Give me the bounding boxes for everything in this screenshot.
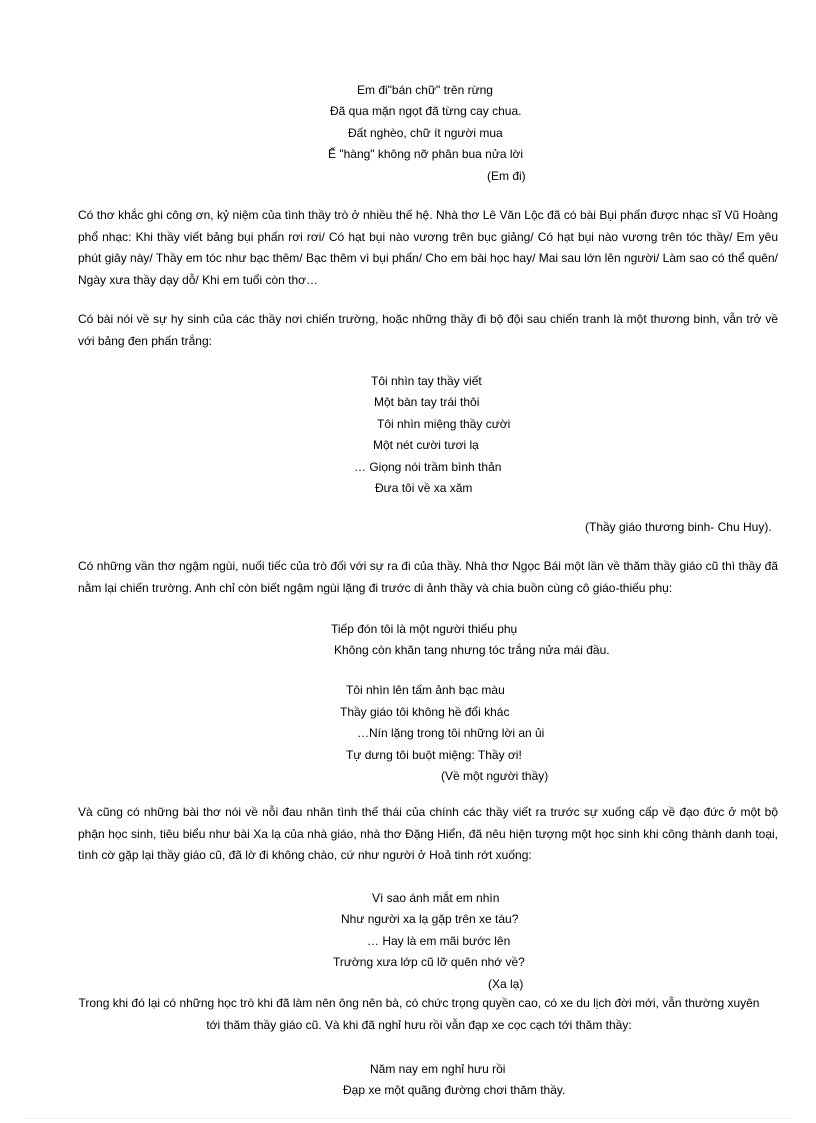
poem5-line-2: Đạp xe một quãng đường chơi thăm thầy. [343,1083,566,1097]
poem3-line-6: Tự dưng tôi buột miệng: Thầy ơi! [346,748,522,762]
poem5-line-1: Năm nay em nghỉ hưu rồi [370,1062,506,1076]
paragraph-5: Trong khi đó lại có những học trò khi đã làm nên ông nên bà, có chức trọng quyền cao, có xe du lịch đời mới, vẫn thường xuyên tới thăm thầy giáo cũ. Và khi đã nghỉ hưu rồi vẫn đạp xe cọc cạch tới thăm thầy: [78,996,760,1032]
poem2-line-5: … Giọng nói trầm bình thản [354,460,502,474]
poem1-source: (Em đi) [487,169,526,183]
poem3-line-3: Tôi nhìn lên tấm ảnh bạc màu [346,683,505,697]
paragraph-4: Và cũng có những bài thơ nói về nỗi đau nhân tình thế thái của chính các thầy viết ra trước sự xuống cấp về đạo đức ở một bộ phận học sinh, tiêu biểu như bài Xa lạ của nhà giáo, nhà thơ Đặng Hiển, đã nêu hiện tượng một học sinh khi công thành danh toại, tình cờ gặp lại thầy giáo cũ, đã lờ đi không chào, cứ như người ở Hoả tinh rớt xuống: [78,805,778,862]
poem1-line-2: Đã qua mặn ngọt đã từng cay chua. [330,104,522,118]
poem1-line-3: Đất nghèo, chữ ít người mua [348,126,503,140]
poem2-line-2: Một bàn tay trái thôi [374,395,480,409]
poem3-line-2: Không còn khăn tang nhưng tóc trắng nửa mái đầu. [334,643,610,657]
poem1-line-4: Ế "hàng" không nỡ phân bua nửa lời [328,147,524,161]
poem2-line-6: Đưa tôi về xa xăm [375,481,473,495]
page-bottom-divider [24,1118,792,1119]
poem4-line-4: Trường xưa lớp cũ lỡ quên nhớ về? [333,955,525,969]
poem4-source: (Xa lạ) [488,977,524,991]
paragraph-2: Có bài nói về sự hy sinh của các thầy nơi chiến trường, hoặc những thầy đi bộ đội sau chiến tranh là một thương binh, vẫn trở về với bảng đen phấn trắng: [78,312,778,348]
poem3-line-5: …Nín lặng trong tôi những lời an ủi [357,726,545,740]
poem4-line-3: … Hay là em mãi bước lên [367,934,511,948]
poem4-line-2: Như người xa lạ gặp trên xe tàu? [341,912,519,926]
poem3-line-1: Tiếp đón tôi là một người thiếu phụ [331,622,518,636]
poem3-line-4: Thầy giáo tôi không hề đổi khác [340,705,510,719]
poem3-source: (Về một người thầy) [441,769,549,783]
poem1-line-1: Em đi"bán chữ" trên rừng [357,83,493,97]
poem2-line-1: Tôi nhìn tay thầy viết [371,374,482,388]
poem4-line-1: Vì sao ánh mắt em nhìn [372,891,500,905]
paragraph-3: Có những vần thơ ngậm ngùi, nuối tiếc của trò đối với sự ra đi của thầy. Nhà thơ Ngọc Bái một lần về thăm thầy giáo cũ thì thầy đã nằm lại chiến trường. Anh chỉ còn biết ngậm ngùi lặng đi trước di ảnh thầy và chia buồn cùng cô giáo-thiếu phụ: [78,559,778,595]
paragraph-1: Có thơ khắc ghi công ơn, kỷ niệm của tình thầy trò ở nhiều thế hệ. Nhà thơ Lê Văn Lộc đã có bài Bụi phấn được nhạc sĩ Vũ Hoàng phổ nhạc: Khi thầy viết bảng bụi phấn rơi rơi/ Có hạt bụi nào vương trên bục giảng/ Có hạt bụi nào vương trên tóc thầy/ Em yêu phút giây này/ Thầy em tóc như bạc thêm/ Bạc thêm vì bụi phấn/ Cho em bài học hay/ Mai sau lớn lên người/ Làm sao có thể quên/ Ngày xưa thầy dạy dỗ/ Khi em tuổi còn thơ… [78,208,778,287]
poem2-line-4: Một nét cười tươi lạ [373,438,479,452]
poem2-source: (Thầy giáo thương binh- Chu Huy). [585,520,772,534]
poem2-line-3: Tôi nhìn miệng thầy cười [377,417,511,431]
